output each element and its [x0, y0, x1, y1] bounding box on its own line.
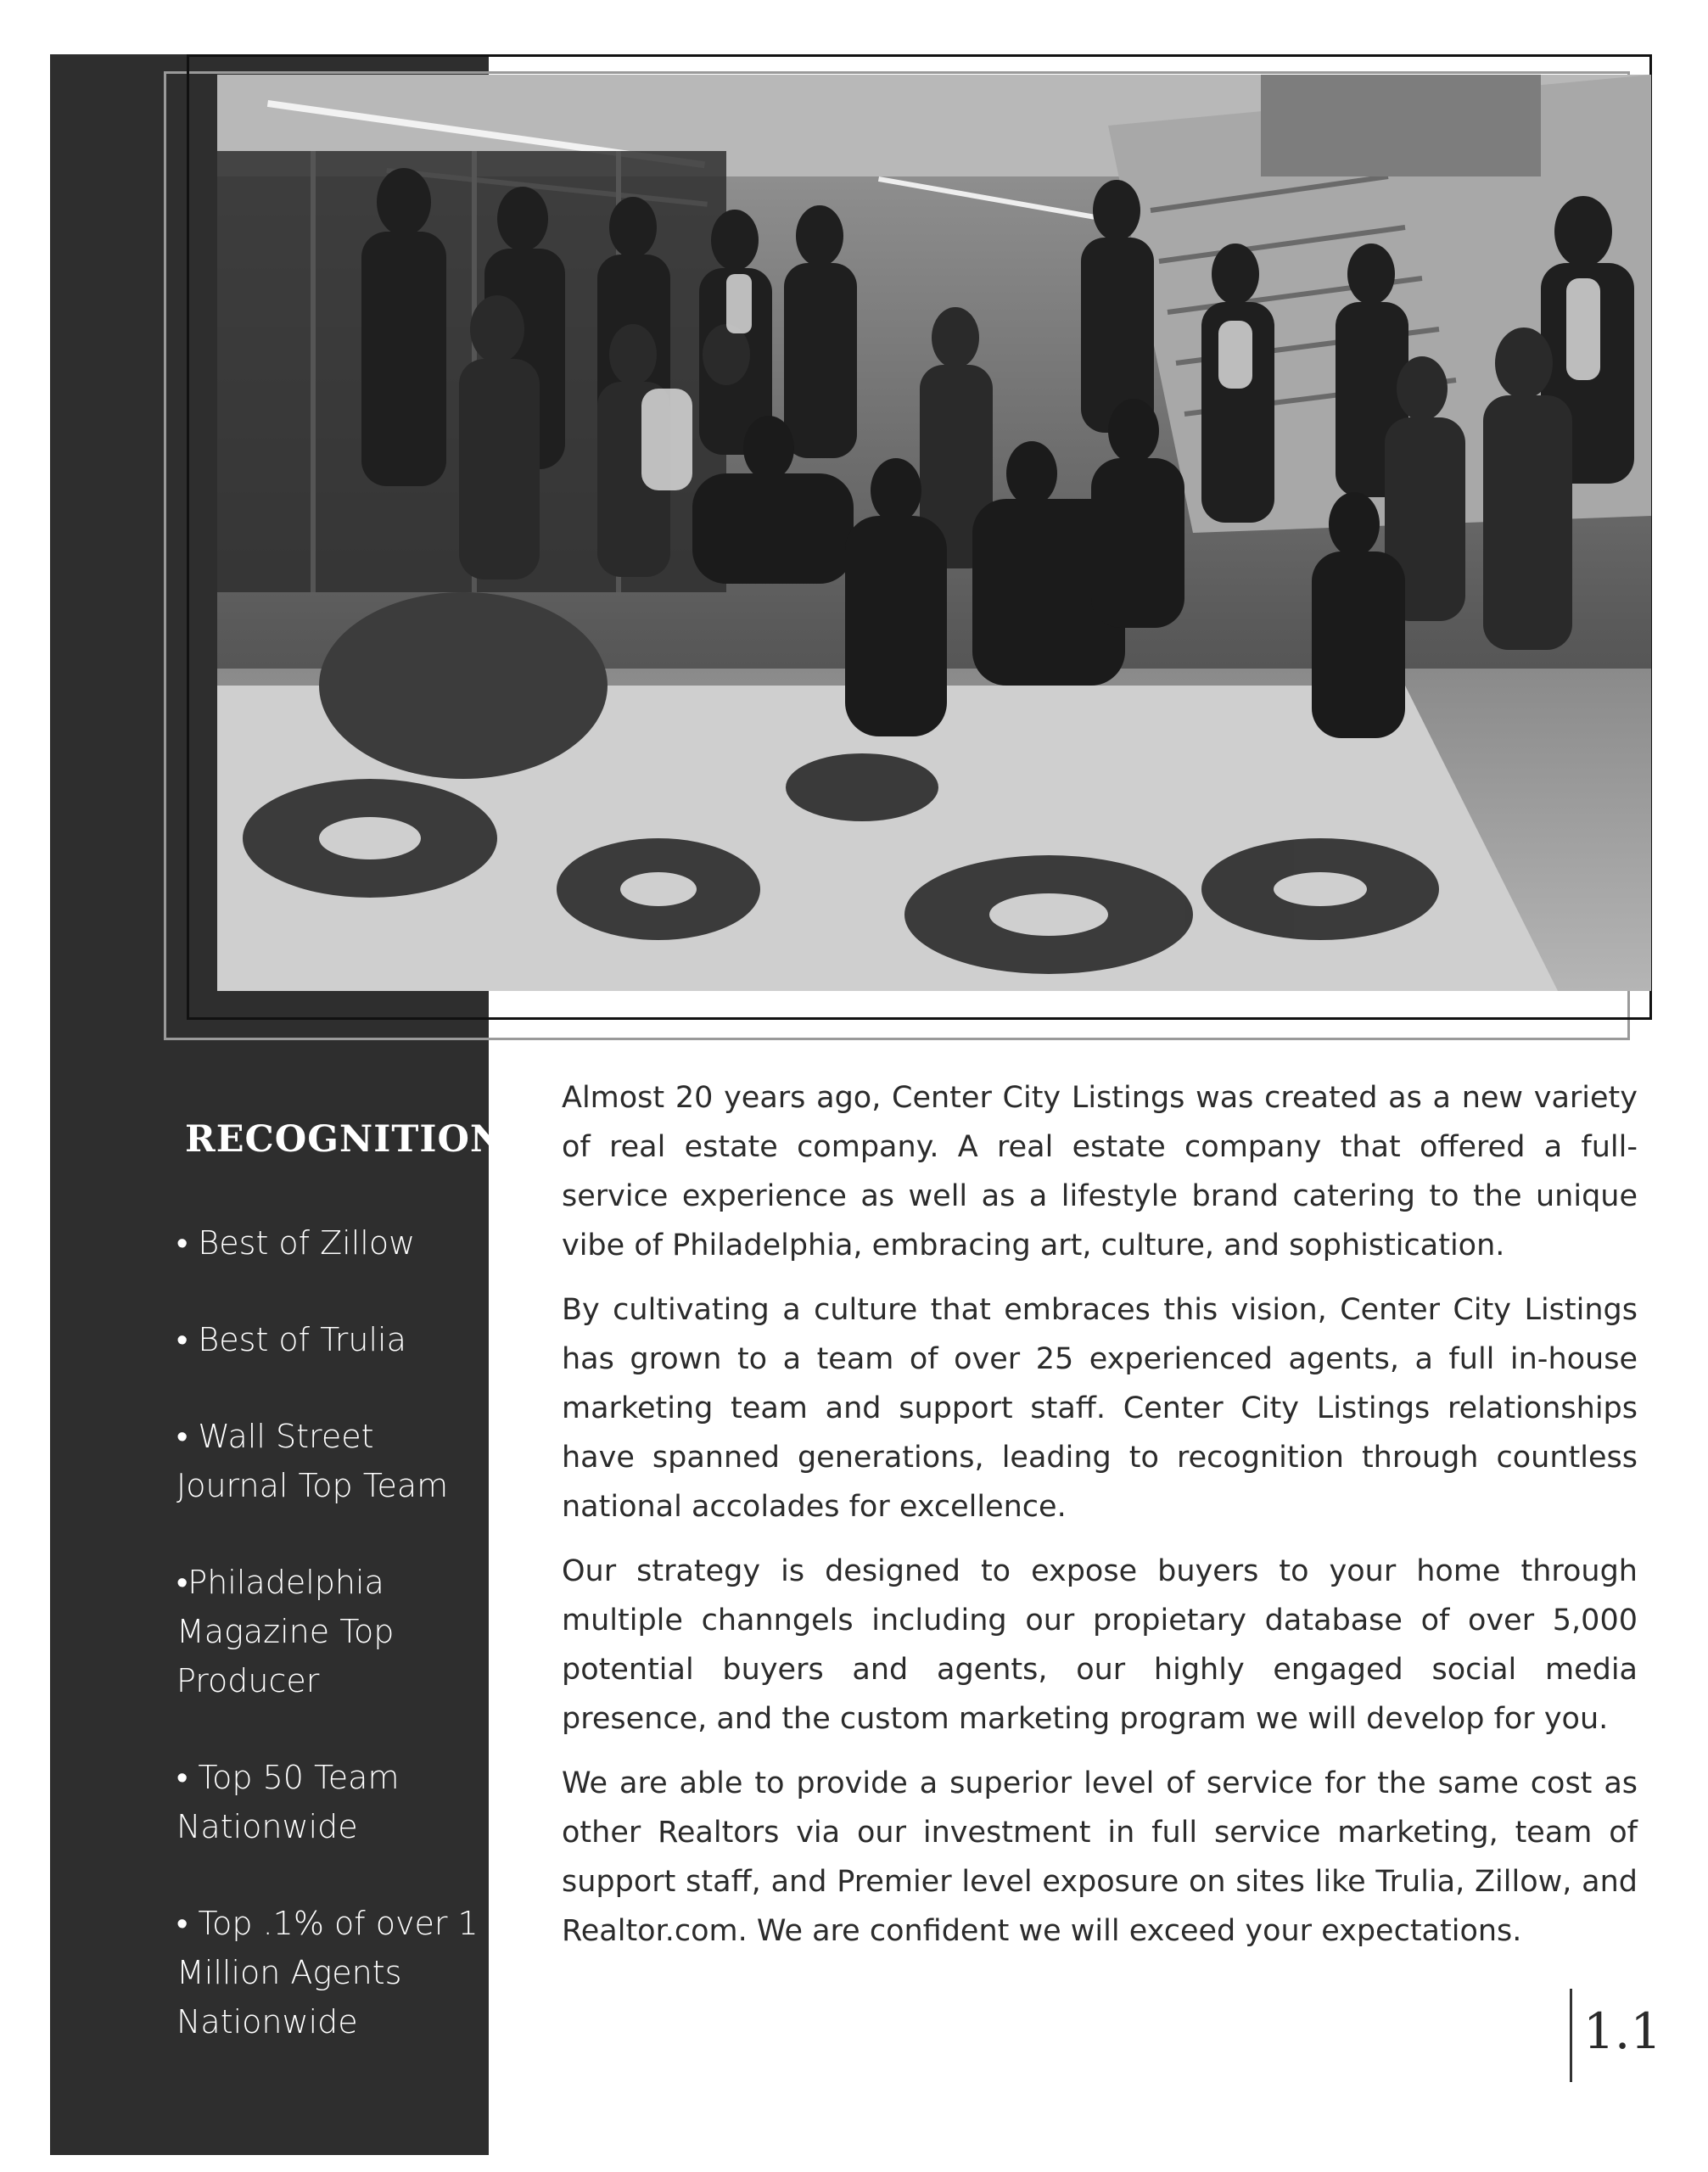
recognition-heading: RECOGNITION [185, 1118, 505, 1161]
paragraph-strategy: Our strategy is designed to expose buyers to your home through multiple channgels including our propietary database of over 5,000 potential buyers and agents, our highly engaged social media presence, and the custom marketing program we will develop for you. [562, 1554, 1638, 1736]
company-description [562, 1073, 1638, 1971]
recognition-item-trulia: • Best of Trulia [176, 1321, 406, 1358]
recognition-item-wsj: • Wall Street Journal Top Team [176, 1418, 449, 1504]
page-number-divider [1570, 1989, 1572, 2082]
recognition-list [176, 1218, 482, 2094]
recognition-item-top-percent: • Top .1% of over 1 Million Agents Nationwide [176, 1905, 479, 2040]
recognition-item-zillow: • Best of Zillow [176, 1224, 416, 1262]
paragraph-culture: By cultivating a culture that embraces this vision, Center City Listings has grown to a team of over 25 experienced agents, a full in-house marketing team and support staff. Center City Listings relationships have spanned generations, leading to recognition through countless national accolades for excellence. [562, 1293, 1638, 1524]
page-number: 1.1 [1583, 2002, 1662, 2060]
team-photo [217, 75, 1651, 991]
paragraph-history: Almost 20 years ago, Center City Listings was created as a new variety of real estate company. A real estate company that offered a full-service experience as well as a lifestyle brand catering to the unique vibe of Philadelphia, embracing art, culture, and sophistication. [562, 1081, 1638, 1262]
paragraph-service: We are able to provide a superior level of service for the same cost as other Realtors via our investment in full service marketing, team of support staff, and Premier level exposure on sites like Trulia, Zillow, and Realtor.com. We are confident we will exceed your expectations. [562, 1766, 1638, 1948]
recognition-item-philadelphia-magazine: •Philadelphia Magazine Top Producer [176, 1564, 395, 1699]
recognition-item-top-50: • Top 50 Team Nationwide [176, 1759, 400, 1845]
